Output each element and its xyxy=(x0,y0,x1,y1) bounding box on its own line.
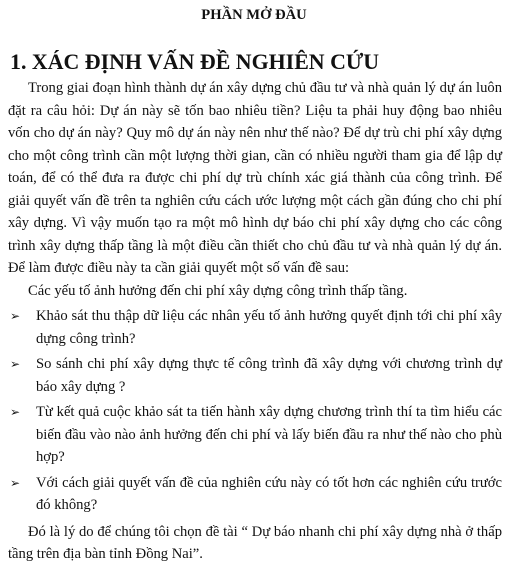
list-item-text: Từ kết quả cuộc khảo sát ta tiến hành xây dựng chương trình thí ta tìm hiểu các biến đầu vào nào ảnh hưởng đến chi phí và lấy biến đầu ra như thế nào cho phù hợp? xyxy=(36,404,502,465)
list-item-text: Khảo sát thu thập dữ liệu các nhân yếu tố ảnh hưởng quyết định tới chi phí xây dựng công trình? xyxy=(36,308,502,347)
arrow-bullet-icon: ➢ xyxy=(10,405,21,419)
arrow-bullet-icon: ➢ xyxy=(10,357,21,371)
list-item xyxy=(10,472,502,517)
bullet-list xyxy=(8,305,502,517)
list-item xyxy=(10,401,502,469)
closing-paragraph: Đó là lý do để chúng tôi chọn đề tài “ Dự báo nhanh chi phí xây dựng nhà ở thấp tầng trên địa bàn tỉnh Đồng Nai”. xyxy=(8,523,502,562)
arrow-bullet-icon: ➢ xyxy=(10,475,21,490)
list-item xyxy=(10,305,502,350)
section-heading: 1. XÁC ĐỊNH VẤN ĐỀ NGHIÊN CỨU xyxy=(10,49,380,74)
list-item xyxy=(10,353,502,398)
list-item-text: Với cách giải quyết vấn đề của nghiên cứu này có tốt hơn các nghiên cứu trước đó không? xyxy=(36,474,502,513)
intro-paragraph: Trong giai đoạn hình thành dự án xây dựng chủ đầu tư và nhà quản lý dự án luôn đặt ra câu hỏi: Dự án này sẽ tốn bao nhiêu tiền? Liệu ta phải huy động bao nhiêu vốn cho dự án này? Quy mô dự án này nên như thế nào? Để dự trù chi phí xây dựng cho một công trình cần một lượng thời gian, cần có nhiều người tham gia để lập dự toán, để có thể đưa ra được chi phí dự trù chính xác giá thành của công trình. Để giải quyết vấn đề trên ta nghiên cứu cách ước lượng một cách gần đúng cho chi phí xây dựng. Vì vậy muốn tạo ra một mô hình dự báo chi phí xây dựng cho các công trình xây dựng thấp tầng là một điều cần thiết cho chủ đầu tư và nhà quản lý dự án. Để làm được điều này ta cần giải quyết một số vấn đề sau: xyxy=(8,80,502,276)
page-title: PHẦN MỞ ĐẦU xyxy=(201,7,307,23)
arrow-bullet-icon: ➢ xyxy=(10,309,21,323)
list-item-text: So sánh chi phí xây dựng thực tế công trình đã xây dựng với chương trình dự báo xây dựng ? xyxy=(36,356,502,395)
document-body xyxy=(8,77,502,566)
lead-line: Các yếu tố ảnh hưởng đến chi phí xây dựng công trình thấp tầng. xyxy=(28,282,408,299)
